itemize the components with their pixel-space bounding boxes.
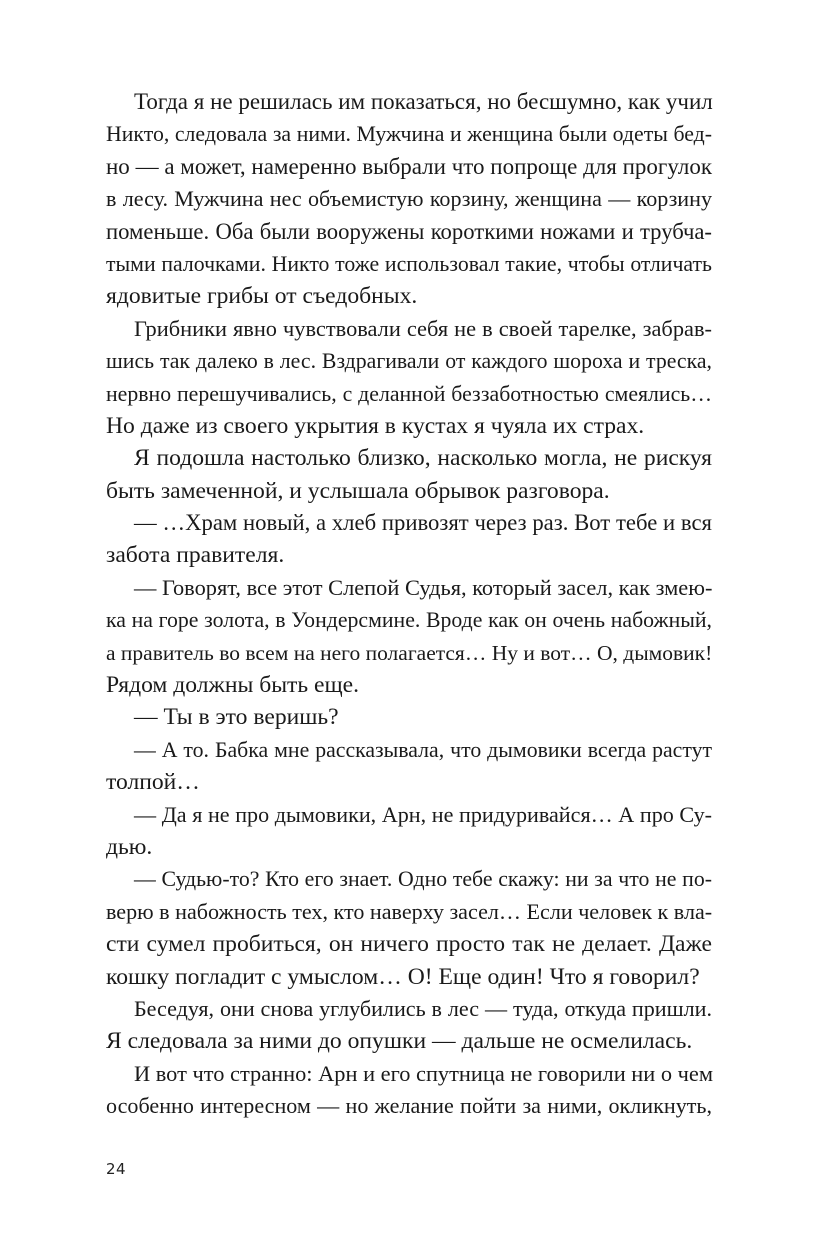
text-line: — …Храм новый, а хлеб привозят через раз. Вот тебе и вся	[134, 510, 712, 536]
text-line: поменьше. Оба были вооружены короткими ножами и трубча-	[106, 218, 712, 244]
text-line: — Судью-то? Кто его знает. Одно тебе скажу: ни за что не по-	[134, 867, 712, 892]
text-line: дью.	[106, 833, 153, 860]
text-line: а правитель во всем на него полагается… Ну и вот… О, дымовик!	[106, 640, 713, 665]
text-line: — А то. Бабка мне рассказывала, что дымовики всегда растут	[134, 737, 712, 762]
text-line: — Говорят, все этот Слепой Судья, который засел, как змею-	[134, 574, 713, 600]
text-line: но — а может, намеренно выбрали что попроще для прогулок	[106, 153, 712, 179]
page-number: 24	[106, 1160, 127, 1178]
text-line: И вот что странно: Арн и его спутница не говорили ни о чем	[134, 1060, 713, 1086]
text-line: Рядом должны быть еще.	[106, 672, 360, 699]
text-line: Грибники явно чувствовали себя не в своей тарелке, забрав-	[134, 315, 712, 341]
text-line: ядовитые грибы от съедобных.	[106, 283, 418, 310]
text-line: — Да я не про дымовики, Арн, не придуривайся… А про Су-	[134, 801, 712, 827]
text-line: тыми палочками. Никто тоже использовал такие, чтобы отличать	[106, 251, 712, 276]
text-line: Но даже из своего укрытия в кустах я чуяла их страх.	[106, 412, 645, 439]
text-line: Я следовала за ними до опушки — дальше не осмелилась.	[106, 1028, 693, 1055]
text-line: кошку погладит с умыслом… О! Еще один! Что я говорил?	[106, 963, 700, 990]
text-line: забота правителя.	[106, 542, 285, 569]
text-line: Беседуя, они снова углубились в лес — туда, откуда пришли.	[134, 995, 712, 1021]
text-line: в лесу. Мужчина нес объемистую корзину, женщина — корзину	[106, 186, 712, 212]
text-line: — Ты в это веришь?	[134, 704, 339, 731]
text-line: Я подошла настолько близко, насколько могла, не рискуя	[134, 445, 712, 472]
text-line: толпой…	[106, 769, 200, 796]
text-line: верю в набожность тех, кто наверху засел… Если человек к вла-	[106, 898, 713, 924]
text-line: Никто, следовала за ними. Мужчина и женщина были одеты бед-	[106, 122, 712, 147]
body-text	[106, 86, 712, 1123]
text-line: Тогда я не решилась им показаться, но бесшумно, как учил	[134, 89, 713, 114]
text-line: особенно интересном — но желание пойти за ними, окликнуть,	[106, 1093, 712, 1119]
text-line: шись так далеко в лес. Вздрагивали от каждого шороха и треска,	[106, 349, 712, 374]
text-line: быть замеченной, и услышала обрывок разговора.	[106, 477, 610, 504]
text-line: сти сумел пробиться, он ничего просто так не делает. Даже	[106, 931, 712, 958]
text-line: ка на горе золота, в Уондерсмине. Вроде как он очень набожный,	[106, 608, 712, 633]
text-line: нервно перешучивались, с деланной беззаботностью смеялись…	[106, 381, 712, 406]
